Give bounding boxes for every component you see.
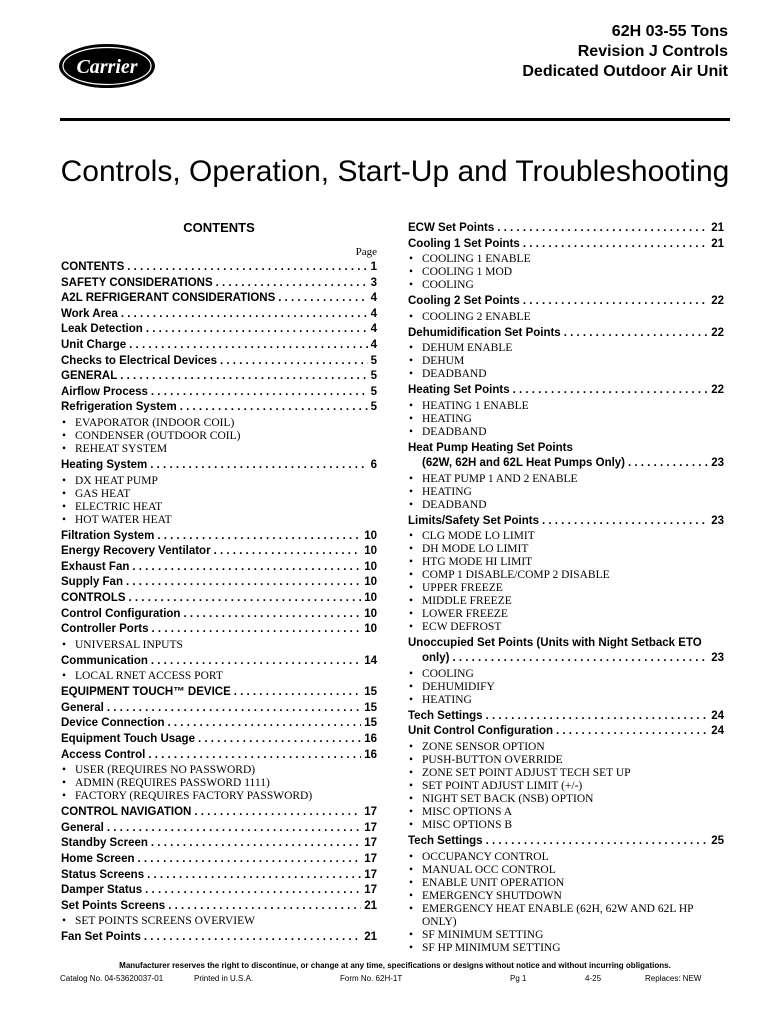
toc-entry-page: 17 xyxy=(364,884,377,897)
toc-entry-page: 17 xyxy=(364,821,377,834)
toc-subsection-list xyxy=(408,473,724,512)
toc-entry[interactable] xyxy=(61,930,377,946)
toc-subsection-item: • LOCAL RNET ACCESS PORT xyxy=(61,670,377,683)
toc-entry[interactable] xyxy=(61,322,377,338)
toc-entry-page: 10 xyxy=(364,623,377,636)
toc-subsection-list xyxy=(408,342,724,381)
toc-leader-dots xyxy=(146,322,368,338)
toc-entry-page: 4 xyxy=(370,338,377,351)
toc-subsection-item: • DEADBAND xyxy=(408,368,724,381)
toc-entry[interactable] xyxy=(408,514,724,530)
form-number: Form No. 62H-1T xyxy=(340,974,403,983)
toc-subsection-item: • CLG MODE LO LIMIT xyxy=(408,530,724,543)
toc-subsection-list xyxy=(61,915,377,928)
toc-subsection-list xyxy=(61,639,377,652)
toc-subsection-item: • COOLING 1 MOD xyxy=(408,266,724,279)
toc-leader-dots xyxy=(214,544,362,560)
toc-subsection-list xyxy=(408,400,724,439)
toc-entry-page: 5 xyxy=(370,385,377,398)
toc-entry-page: 21 xyxy=(711,222,724,234)
revision-date: 4-25 xyxy=(585,974,602,983)
toc-leader-dots xyxy=(129,591,362,607)
toc-subsection-item: • COOLING xyxy=(408,668,724,681)
toc-leader-dots xyxy=(523,237,708,253)
toc-leader-dots xyxy=(144,930,361,946)
toc-leader-dots xyxy=(183,607,361,623)
toc-subsection-item: • COMP 1 DISABLE/COMP 2 DISABLE xyxy=(408,569,724,582)
toc-entry[interactable] xyxy=(61,883,377,899)
toc-entry[interactable] xyxy=(61,276,377,292)
toc-entry[interactable] xyxy=(61,544,377,560)
toc-entry-label: Refrigeration System xyxy=(61,401,177,414)
toc-entry-label: Set Points Screens xyxy=(61,899,166,912)
toc-entry-heading: Unoccupied Set Points (Units with Night Setback ETO xyxy=(408,637,702,650)
toc-entry-page: 10 xyxy=(364,576,377,589)
logo-text: Carrier xyxy=(76,56,138,78)
document-header xyxy=(522,22,728,82)
toc-subsection-item: • NIGHT SET BACK (NSB) OPTION xyxy=(408,793,724,806)
toc-subsection-item: • FACTORY (REQUIRES FACTORY PASSWORD) xyxy=(61,790,377,803)
toc-entry-label: Unit Charge xyxy=(61,338,127,351)
toc-leader-dots xyxy=(126,575,361,591)
toc-entry-page: 10 xyxy=(364,529,377,542)
toc-subsection-item: • COOLING xyxy=(408,279,724,292)
toc-entry-label: Access Control xyxy=(61,748,146,761)
toc-entry[interactable] xyxy=(408,651,724,667)
toc-entry-page: 25 xyxy=(711,834,724,847)
toc-entry[interactable] xyxy=(61,685,377,701)
footer-info xyxy=(60,974,730,986)
toc-leader-dots xyxy=(523,294,708,310)
toc-subsection-item: • EMERGENCY SHUTDOWN xyxy=(408,890,724,903)
toc-entry-page: 22 xyxy=(711,326,724,339)
toc-leader-dots xyxy=(452,651,708,667)
toc-subsection-item: • HOT WATER HEAT xyxy=(61,514,377,527)
toc-entry[interactable] xyxy=(408,456,724,472)
toc-entry-label: Supply Fan xyxy=(61,576,123,589)
toc-entry[interactable] xyxy=(61,560,377,576)
toc-entry-label: Control Configuration xyxy=(61,607,181,620)
toc-entry[interactable] xyxy=(61,732,377,748)
toc-entry[interactable] xyxy=(61,701,377,717)
toc-entry-label: GENERAL xyxy=(61,370,118,383)
toc-leader-dots xyxy=(513,383,709,399)
toc-subsection-item: • SF MINIMUM SETTING xyxy=(408,929,724,942)
toc-leader-dots xyxy=(120,369,367,385)
toc-entry-label: Cooling 1 Set Points xyxy=(408,237,520,250)
toc-leader-dots xyxy=(132,560,361,576)
toc-subsection-item: • USER (REQUIRES NO PASSWORD) xyxy=(61,764,377,777)
toc-left-list xyxy=(61,260,377,946)
toc-entry-page: 6 xyxy=(370,458,377,471)
toc-subsection-list xyxy=(408,311,724,324)
toc-leader-dots xyxy=(198,732,361,748)
toc-entry[interactable] xyxy=(61,836,377,852)
toc-entry[interactable] xyxy=(61,260,377,276)
toc-entry-page: 21 xyxy=(364,931,377,944)
toc-subsection-item: • SF HP MINIMUM SETTING xyxy=(408,942,724,955)
toc-entry-page: 15 xyxy=(364,701,377,714)
toc-entry[interactable] xyxy=(61,575,377,591)
catalog-number: Catalog No. 04-53620037-01 xyxy=(60,974,164,983)
toc-subsection-item: • HEATING xyxy=(408,413,724,426)
toc-entry-label: Airflow Process xyxy=(61,385,148,398)
toc-entry[interactable] xyxy=(61,622,377,638)
toc-subsection-item: • OCCUPANCY CONTROL xyxy=(408,851,724,864)
toc-right-column xyxy=(408,221,724,957)
printed-in: Printed in U.S.A. xyxy=(194,974,254,983)
toc-subsection-item: • DEADBAND xyxy=(408,499,724,512)
toc-entry-page: 17 xyxy=(364,868,377,881)
toc-entry[interactable] xyxy=(61,868,377,884)
toc-subsection-list xyxy=(61,475,377,527)
toc-leader-dots xyxy=(145,883,361,899)
toc-subsection-item: • MISC OPTIONS A xyxy=(408,806,724,819)
toc-entry-label: SAFETY CONSIDERATIONS xyxy=(61,276,213,289)
toc-leader-dots xyxy=(129,338,367,354)
toc-subsection-item: • HEATING 1 ENABLE xyxy=(408,400,724,413)
toc-subsection-item: • ELECTRIC HEAT xyxy=(61,501,377,514)
toc-subsection-item: • HTG MODE HI LIMIT xyxy=(408,556,724,569)
toc-entry[interactable] xyxy=(408,709,724,725)
toc-subsection-item: • MIDDLE FREEZE xyxy=(408,595,724,608)
toc-entry-heading: Heat Pump Heating Set Points xyxy=(408,441,573,454)
toc-entry-label: Energy Recovery Ventilator xyxy=(61,545,211,558)
toc-leader-dots xyxy=(151,836,361,852)
toc-entry-page: 1 xyxy=(370,261,377,273)
toc-entry-label: General xyxy=(61,821,104,834)
toc-entry[interactable] xyxy=(408,326,724,342)
toc-entry-label: Heating Set Points xyxy=(408,384,510,397)
toc-subsection-item: • SET POINTS SCREENS OVERVIEW xyxy=(61,915,377,928)
toc-entry[interactable] xyxy=(408,383,724,399)
toc-leader-dots xyxy=(152,622,362,638)
toc-entry-label: CONTROL NAVIGATION xyxy=(61,806,192,819)
toc-entry[interactable] xyxy=(61,354,377,370)
toc-leader-dots xyxy=(151,654,361,670)
toc-leader-dots xyxy=(216,276,368,292)
toc-leader-dots xyxy=(157,529,361,545)
carrier-logo xyxy=(57,42,157,90)
toc-entry-label: Fan Set Points xyxy=(61,931,141,944)
toc-entry-page: 5 xyxy=(370,401,377,414)
toc-entry[interactable] xyxy=(61,291,377,307)
toc-leader-dots xyxy=(486,709,709,725)
toc-entry[interactable] xyxy=(61,458,377,474)
toc-entry-page: 4 xyxy=(370,307,377,320)
toc-leader-dots xyxy=(497,221,708,237)
toc-subsection-item: • UPPER FREEZE xyxy=(408,582,724,595)
toc-entry-label: only) xyxy=(422,652,450,665)
toc-entry-label: Equipment Touch Usage xyxy=(61,733,195,746)
toc-entry[interactable] xyxy=(61,716,377,732)
toc-entry-page: 15 xyxy=(364,686,377,699)
toc-entry-page: 16 xyxy=(364,733,377,746)
toc-entry[interactable] xyxy=(408,834,724,850)
toc-entry-page: 5 xyxy=(370,354,377,367)
toc-leader-dots xyxy=(168,899,361,915)
toc-entry-label: Tech Settings xyxy=(408,709,483,722)
toc-leader-dots xyxy=(542,514,708,530)
toc-subsection-list xyxy=(408,668,724,707)
toc-leader-dots xyxy=(148,748,361,764)
toc-entry-page: 22 xyxy=(711,295,724,308)
toc-entry-label: Tech Settings xyxy=(408,834,483,847)
toc-entry-page: 17 xyxy=(364,837,377,850)
toc-entry-label: Dehumidification Set Points xyxy=(408,326,561,339)
toc-entry-label: A2L REFRIGERANT CONSIDERATIONS xyxy=(61,292,276,305)
toc-entry[interactable] xyxy=(408,237,724,253)
toc-leader-dots xyxy=(564,326,708,342)
toc-entry-label: CONTROLS xyxy=(61,591,126,604)
footer-disclaimer: Manufacturer reserves the right to discontinue, or change at any time, specifications or designs without notice and without incurring obligations. xyxy=(119,961,671,970)
toc-leader-dots xyxy=(486,834,709,850)
toc-leader-dots xyxy=(121,307,368,323)
toc-subsection-item: • HEAT PUMP 1 AND 2 ENABLE xyxy=(408,473,724,486)
toc-subsection-item: • ECW DEFROST xyxy=(408,621,724,634)
toc-entry-label: Status Screens xyxy=(61,868,145,881)
toc-subsection-item: • MISC OPTIONS B xyxy=(408,819,724,832)
toc-subsection-item: • REHEAT SYSTEM xyxy=(61,443,377,456)
toc-entry-page: 10 xyxy=(364,607,377,620)
toc-entry-label: Controller Ports xyxy=(61,623,149,636)
toc-leader-dots xyxy=(194,805,361,821)
toc-leader-dots xyxy=(127,260,367,276)
toc-subsection-item: • COOLING 1 ENABLE xyxy=(408,253,724,266)
toc-subsection-list xyxy=(61,670,377,683)
toc-subsection-item: • DEHUM ENABLE xyxy=(408,342,724,355)
contents-heading: CONTENTS xyxy=(183,220,255,235)
toc-entry-page: 21 xyxy=(711,237,724,250)
toc-subsection-item: • MANUAL OCC CONTROL xyxy=(408,864,724,877)
toc-entry[interactable] xyxy=(408,221,724,237)
toc-subsection-item: • UNIVERSAL INPUTS xyxy=(61,639,377,652)
toc-entry-page: 17 xyxy=(364,806,377,819)
toc-subsection-item: • EVAPORATOR (INDOOR COIL) xyxy=(61,417,377,430)
toc-entry-page: 4 xyxy=(370,323,377,336)
toc-subsection-item: • ENABLE UNIT OPERATION xyxy=(408,877,724,890)
toc-entry-page: 24 xyxy=(711,709,724,722)
toc-entry-page: 10 xyxy=(364,545,377,558)
toc-entry-label: Cooling 2 Set Points xyxy=(408,295,520,308)
toc-leader-dots xyxy=(150,458,367,474)
toc-entry-label: Filtration System xyxy=(61,529,155,542)
toc-entry-label: General xyxy=(61,701,104,714)
toc-subsection-list xyxy=(408,741,724,832)
toc-entry-label: ECW Set Points xyxy=(408,222,495,234)
toc-entry[interactable] xyxy=(61,369,377,385)
replaces: Replaces: NEW xyxy=(645,974,702,983)
header-rule xyxy=(60,118,730,121)
toc-subsection-item: • HEATING xyxy=(408,694,724,707)
toc-entry[interactable] xyxy=(61,338,377,354)
toc-entry-page: 21 xyxy=(364,899,377,912)
toc-entry-page: 24 xyxy=(711,725,724,738)
toc-leader-dots xyxy=(107,701,361,717)
toc-entry-page: 22 xyxy=(711,384,724,397)
toc-entry-label: (62W, 62H and 62L Heat Pumps Only) xyxy=(422,456,626,469)
toc-entry-label: Damper Status xyxy=(61,884,143,897)
toc-entry-label: Device Connection xyxy=(61,717,165,730)
toc-entry[interactable] xyxy=(61,654,377,670)
toc-entry-page: 15 xyxy=(364,717,377,730)
toc-entry-page: 4 xyxy=(370,292,377,305)
header-line-revision: Revision J Controls xyxy=(577,43,728,60)
toc-entry[interactable] xyxy=(61,400,377,416)
toc-entry[interactable] xyxy=(61,385,377,401)
toc-subsection-item: • EMERGENCY HEAT ENABLE (62H, 62W AND 62L HP ONLY) xyxy=(408,903,724,929)
toc-leader-dots xyxy=(180,400,368,416)
toc-right-list xyxy=(408,221,724,955)
toc-entry-page: 23 xyxy=(711,456,724,469)
toc-leader-dots xyxy=(151,385,368,401)
toc-entry-label: Unit Control Configuration xyxy=(408,725,553,738)
toc-entry[interactable] xyxy=(61,748,377,764)
toc-subsection-list xyxy=(408,253,724,292)
toc-entry-label: Heating System xyxy=(61,458,148,471)
toc-entry-page: 23 xyxy=(711,652,724,665)
toc-entry-label: Communication xyxy=(61,654,148,667)
toc-subsection-list xyxy=(408,530,724,634)
toc-subsection-item: • ZONE SENSOR OPTION xyxy=(408,741,724,754)
toc-entry[interactable] xyxy=(61,805,377,821)
toc-leader-dots xyxy=(628,456,708,472)
toc-entry[interactable] xyxy=(61,852,377,868)
toc-subsection-list xyxy=(61,417,377,456)
toc-subsection-item: • DX HEAT PUMP xyxy=(61,475,377,488)
toc-entry-label: Leak Detection xyxy=(61,323,143,336)
toc-entry[interactable] xyxy=(61,821,377,837)
toc-leader-dots xyxy=(220,354,368,370)
toc-subsection-item: • GAS HEAT xyxy=(61,488,377,501)
toc-entry-label: Checks to Electrical Devices xyxy=(61,354,217,367)
toc-entry[interactable] xyxy=(61,307,377,323)
toc-entry-label: Home Screen xyxy=(61,853,135,866)
toc-subsection-item: • HEATING xyxy=(408,486,724,499)
page-number: Pg 1 xyxy=(510,974,527,983)
toc-entry-label: Work Area xyxy=(61,307,118,320)
toc-subsection-item: • PUSH-BUTTON OVERRIDE xyxy=(408,754,724,767)
toc-entry-page: 5 xyxy=(370,370,377,383)
toc-entry-label: Standby Screen xyxy=(61,837,148,850)
toc-subsection-list xyxy=(408,851,724,955)
toc-entry-page: 17 xyxy=(364,853,377,866)
toc-entry-page: 3 xyxy=(370,276,377,289)
toc-leader-dots xyxy=(107,821,361,837)
toc-subsection-item: • DEADBAND xyxy=(408,426,724,439)
toc-subsection-item: • CONDENSER (OUTDOOR COIL) xyxy=(61,430,377,443)
toc-entry-page: 10 xyxy=(364,560,377,573)
toc-entry-label: EQUIPMENT TOUCH™ DEVICE xyxy=(61,686,231,699)
toc-entry-page: 10 xyxy=(364,591,377,604)
toc-entry[interactable] xyxy=(61,591,377,607)
toc-subsection-item: • DEHUMIDIFY xyxy=(408,681,724,694)
toc-entry-label: CONTENTS xyxy=(61,261,125,273)
toc-entry[interactable] xyxy=(408,294,724,310)
toc-entry-page: 16 xyxy=(364,748,377,761)
toc-leader-dots xyxy=(147,868,361,884)
toc-leader-dots xyxy=(278,291,367,307)
toc-left-column xyxy=(61,220,377,946)
toc-subsection-item: • LOWER FREEZE xyxy=(408,608,724,621)
toc-entry[interactable] xyxy=(61,607,377,623)
toc-leader-dots xyxy=(138,852,362,868)
toc-subsection-item: • COOLING 2 ENABLE xyxy=(408,311,724,324)
header-line-unit: Dedicated Outdoor Air Unit xyxy=(522,63,728,80)
toc-subsection-item: • ADMIN (REQUIRES PASSWORD 1111) xyxy=(61,777,377,790)
toc-entry-label: Exhaust Fan xyxy=(61,560,130,573)
toc-subsection-item: • DH MODE LO LIMIT xyxy=(408,543,724,556)
page-column-label: Page xyxy=(355,246,377,258)
toc-leader-dots xyxy=(234,685,361,701)
toc-entry[interactable] xyxy=(61,529,377,545)
toc-subsection-list xyxy=(61,764,377,803)
toc-entry[interactable] xyxy=(61,899,377,915)
toc-subsection-item: • ZONE SET POINT ADJUST TECH SET UP xyxy=(408,767,724,780)
toc-subsection-item: • SET POINT ADJUST LIMIT (+/-) xyxy=(408,780,724,793)
toc-entry[interactable] xyxy=(408,724,724,740)
page-title: Controls, Operation, Start-Up and Troubleshooting xyxy=(60,155,730,189)
toc-leader-dots xyxy=(556,724,708,740)
toc-entry-page: 14 xyxy=(364,654,377,667)
toc-entry-label: Limits/Safety Set Points xyxy=(408,514,540,527)
toc-leader-dots xyxy=(168,716,362,732)
toc-subsection-item: • DEHUM xyxy=(408,355,724,368)
toc-entry-page: 23 xyxy=(711,514,724,527)
header-line-tons: 62H 03-55 Tons xyxy=(611,23,728,40)
